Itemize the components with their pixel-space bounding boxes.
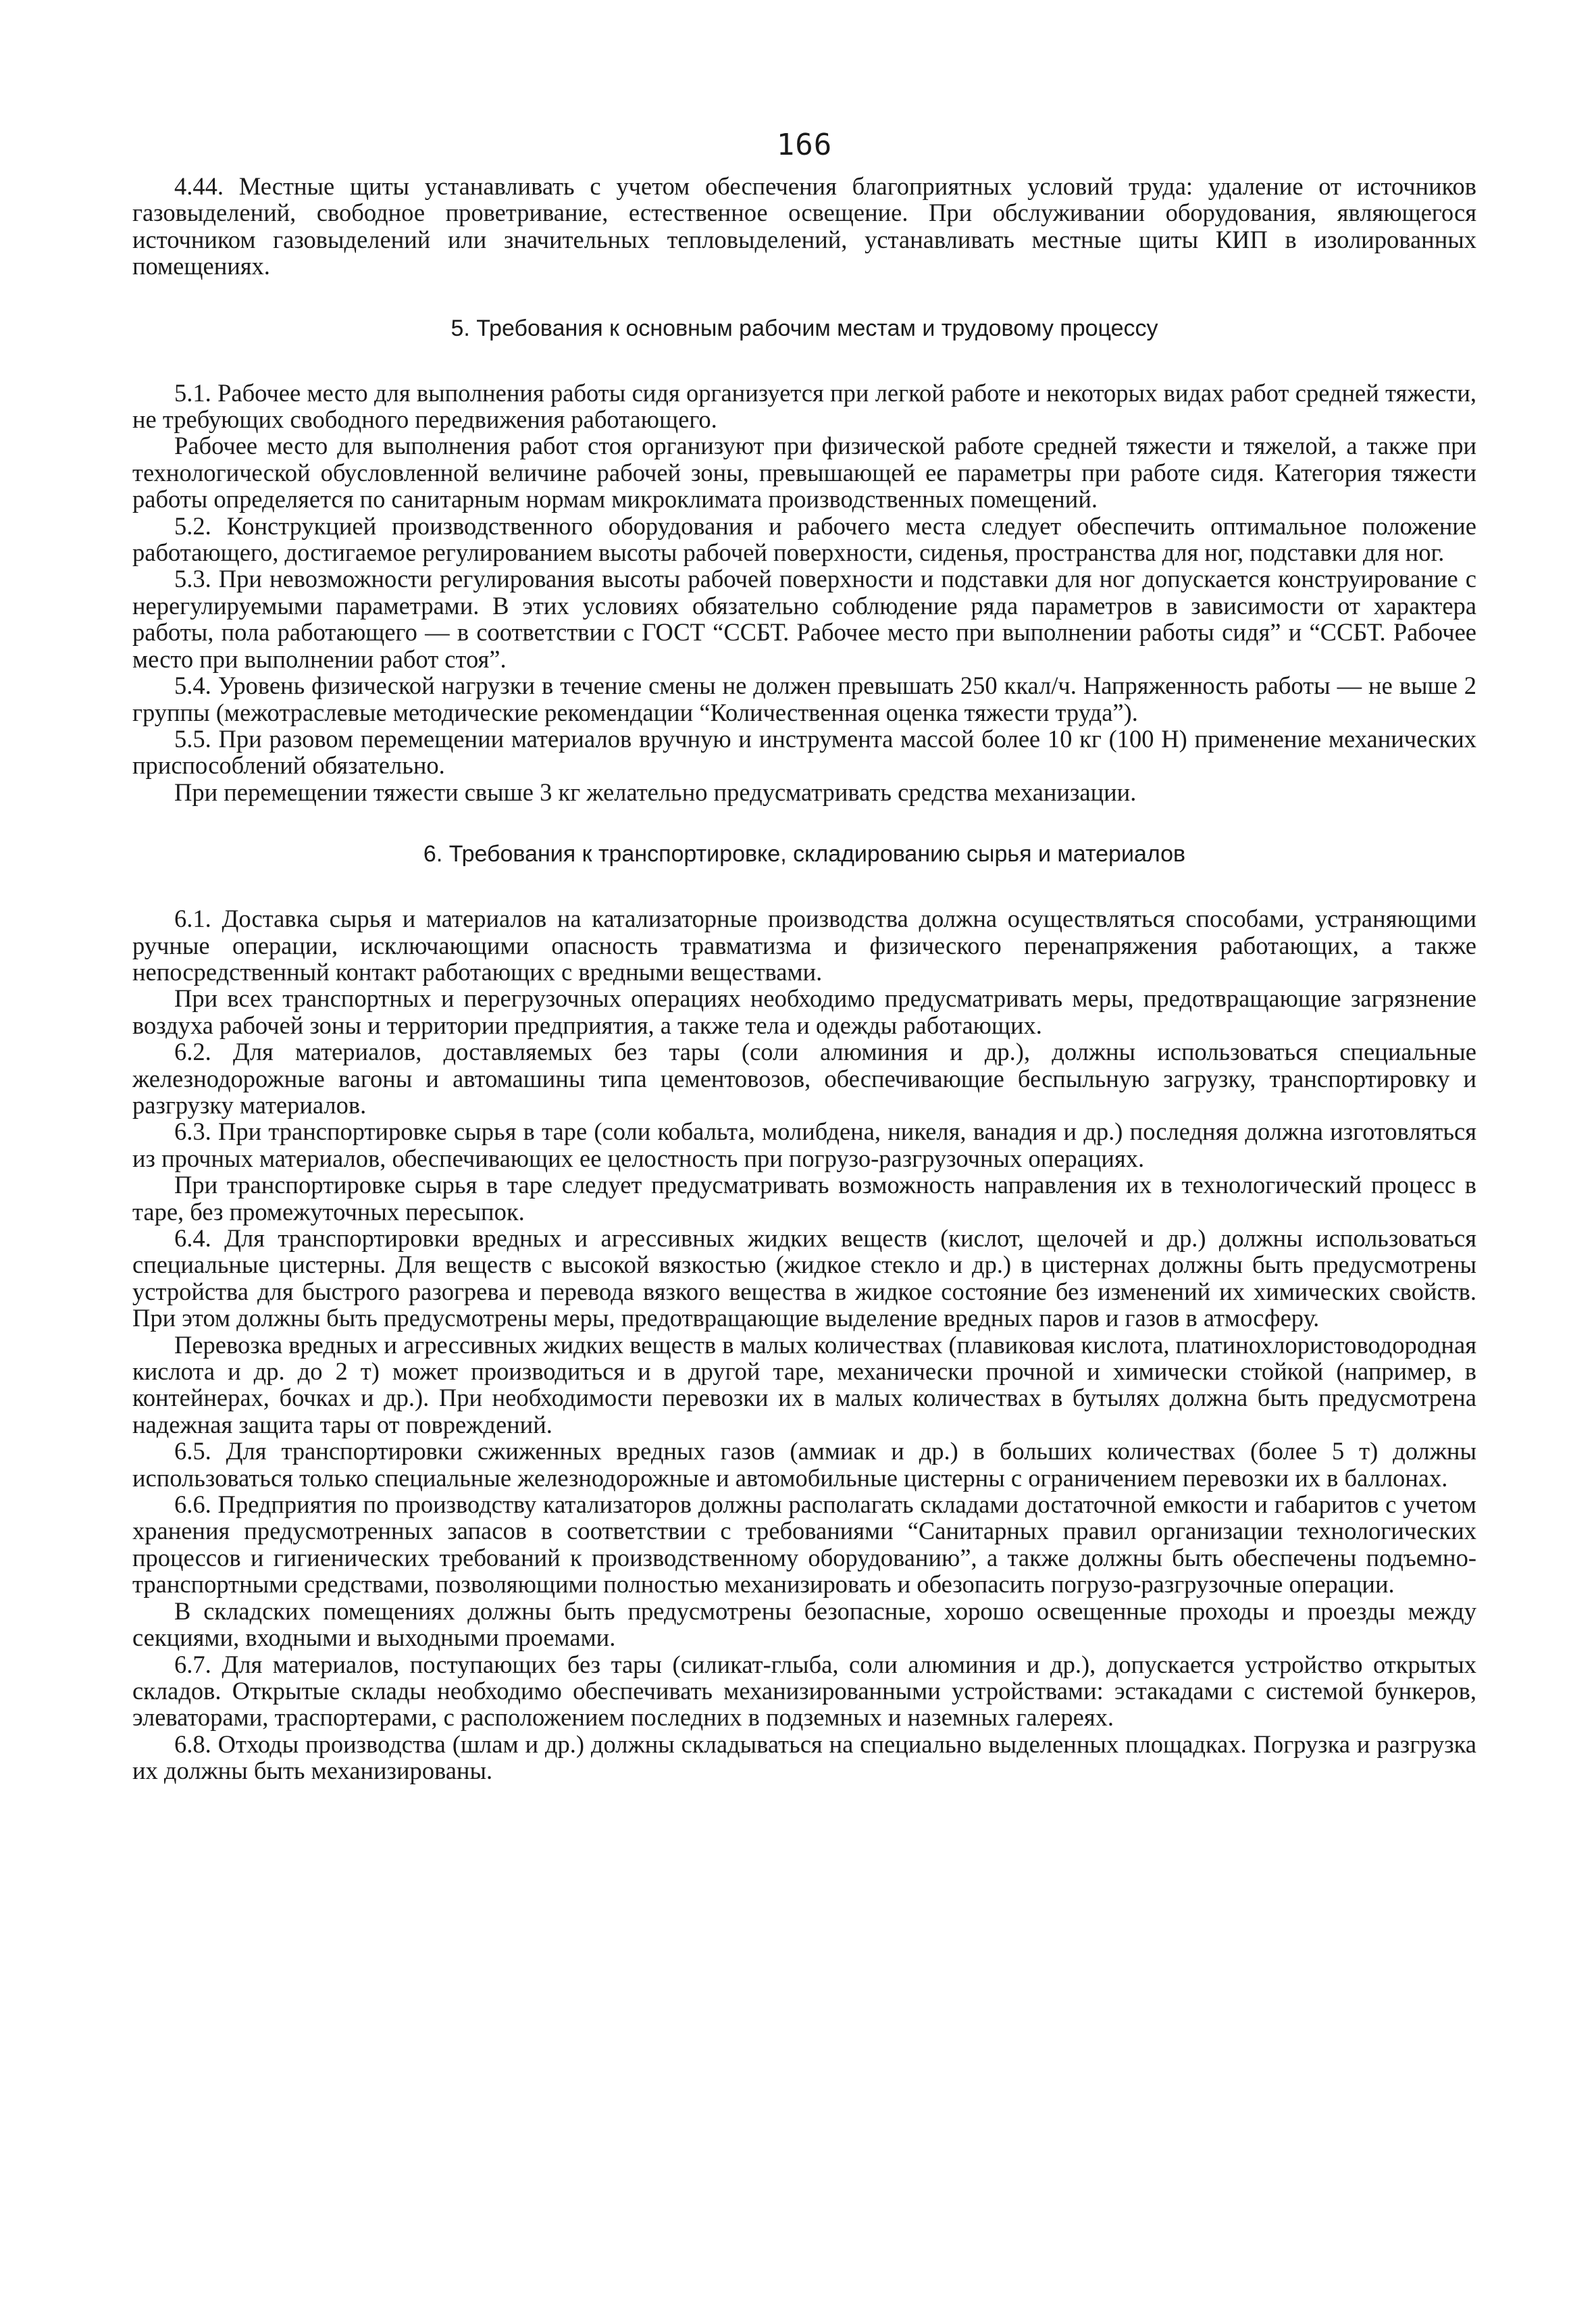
paragraph: 5.1. Рабочее место для выполнения работы сидя организуется при легкой работе и некоторых видах работ средней тяжести, не требующих свободного передвижения работающего.: [132, 378, 1476, 434]
paragraph: Рабочее место для выполнения работ стоя организуют при физической работе средней тяжести и тяжелой, а также при технологической обусловленной величине рабочей зоны, превышающей ее параметры при работе сидя. Категория тяжести работы определяется по санитарным нормам микроклимата производственных помещений.: [132, 432, 1476, 513]
paragraph: При транспортировке сырья в таре следует предусматривать возможность направления их в технологический процесс в таре, без промежуточных пересыпок.: [132, 1171, 1476, 1226]
paragraph: 6.7. Для материалов, поступающих без тары (силикат-глыба, соли алюминия и др.), допускается устройство открытых складов. Открытые склады необходимо обеспечивать механизированными устройствами: эстакадами с системой бункеров, элеваторами, траспортерами, с расположением последних в подземных и наземных галереях.: [132, 1650, 1476, 1732]
paragraph: 6.8. Отходы производства (шлам и др.) должны складываться на специально выделенных площадках. Погрузка и разгрузка их должны быть механизированы.: [132, 1730, 1476, 1785]
document-page: [132, 128, 1476, 1784]
paragraph: Перевозка вредных и агрессивных жидких веществ в малых количествах (плавиковая кислота, платинохлористоводородная кислота и др. до 2 т) может производиться и в другой таре, механически прочной и химически стойкой (например, в контейнерах, бочках и др.). При необходимости перевозки их в малых количествах в бутылях должна быть предусмотрена надежная защита тары от повреждений.: [132, 1330, 1476, 1438]
paragraph-4-44: 4.44. Местные щиты устанавливать с учетом обеспечения благоприятных условий труда: удаление от источников газовыделений, свободное проветривание, естественное освещение. При обслуживании оборудования, являющегося источником газовыделений или значительных тепловыделений, устанавливать местные щиты КИП в изолированных помещениях.: [132, 172, 1476, 280]
paragraph: 6.4. Для транспортировки вредных и агрессивных жидких веществ (кислот, щелочей и др.) должны использоваться специальные цистерны. Для веществ с высокой вязкостью (жидкое стекло и др.) в цистернах должны быть предусмотрены устройства для быстрого разогрева и перевода вязкого вещества в жидкое состояние без изменений их химических свойств. При этом должны быть предусмотрены меры, предотвращающие выделение вредных паров и газов в атмосферу.: [132, 1224, 1476, 1332]
paragraph: В складских помещениях должны быть предусмотрены безопасные, хорошо освещенные проходы и проезды между секциями, входными и выходными проемами.: [132, 1596, 1476, 1652]
paragraph: 5.2. Конструкцией производственного оборудования и рабочего места следует обеспечить оптимальное положение работающего, достигаемое регулированием высоты рабочей поверхности, сиденья, пространства для ног, подставки для ног.: [132, 511, 1476, 567]
paragraph: 5.4. Уровень физической нагрузки в течение смены не должен превышать 250 ккал/ч. Напряженность работы — не выше 2 группы (межотраслевые методические рекомендации “Количественная оценка тяжести труда”).: [132, 672, 1476, 726]
paragraph: 6.5. Для транспортировки сжиженных вредных газов (аммиак и др.) в больших количествах (более 5 т) должны использоваться только специальные железнодорожные и автомобильные цистерны с ограничением перевозки их в баллонах.: [132, 1437, 1476, 1492]
paragraph: 5.5. При разовом перемещении материалов вручную и инструмента массой более 10 кг (100 Н) применение механических приспособлений обязательно.: [132, 724, 1476, 780]
paragraph: 6.2. Для материалов, доставляемых без тары (соли алюминия и др.), должны использоваться специальные железнодорожные вагоны и автомашины типа цементовозов, обеспечивающие беспыльную загрузку, транспортировку и разгрузку материалов.: [132, 1038, 1476, 1119]
paragraph: 6.1. Доставка сырья и материалов на катализаторные производства должна осуществляться способами, устраняющими ручные операции, исключающими опасность травматизма и физического перенапряжения работающих, а также непосредственный контакт работающих с вредными веществами.: [132, 905, 1476, 986]
section-heading: 6. Требования к транспортировке, складированию сырья и материалов: [423, 841, 1186, 867]
paragraph: 6.3. При транспортировке сырья в таре (соли кобальта, молибдена, никеля, ванадия и др.) последняя должна изготовляться из прочных материалов, обеспечивающих ее целостность при погрузо-разгрузочных операциях.: [132, 1117, 1476, 1172]
paragraph: При всех транспортных и перегрузочных операциях необходимо предусматривать меры, предотвращающие загрязнение воздуха рабочей зоны и территории предприятия, а также тела и одежды работающих.: [132, 984, 1476, 1039]
paragraph: 6.6. Предприятия по производству катализаторов должны располагать складами достаточной емкости и габаритов с учетом хранения предусмотренных запасов в соответствии с требованиями “Санитарных правил организации технологических процессов и гигиенических требований к производственному оборудованию”, а также должны быть обеспечены подъемно-транспортными средствами, позволяющими полностью механизировать и обезопасить погрузо-разгрузочные операции.: [132, 1490, 1476, 1599]
section-heading: 5. Требования к основным рабочим местам и трудовому процессу: [451, 315, 1158, 341]
section-6: [132, 840, 1476, 1784]
paragraph: При перемещении тяжести свыше 3 кг желательно предусматривать средства механизации.: [174, 778, 1137, 806]
paragraph: 5.3. При невозможности регулирования высоты рабочей поверхности и подставки для ног допускается конструирование с нерегулируемыми параметрами. В этих условиях обязательно соблюдение ряда параметров в зависимости от характера работы, пола работающего — в соответствии с ГОСТ “ССБТ. Рабочее место при выполнении работы сидя” и “ССБТ. Рабочее место при выполнении работ стоя”.: [132, 565, 1476, 673]
page-number: 166: [776, 128, 833, 162]
section-5: [132, 315, 1476, 806]
